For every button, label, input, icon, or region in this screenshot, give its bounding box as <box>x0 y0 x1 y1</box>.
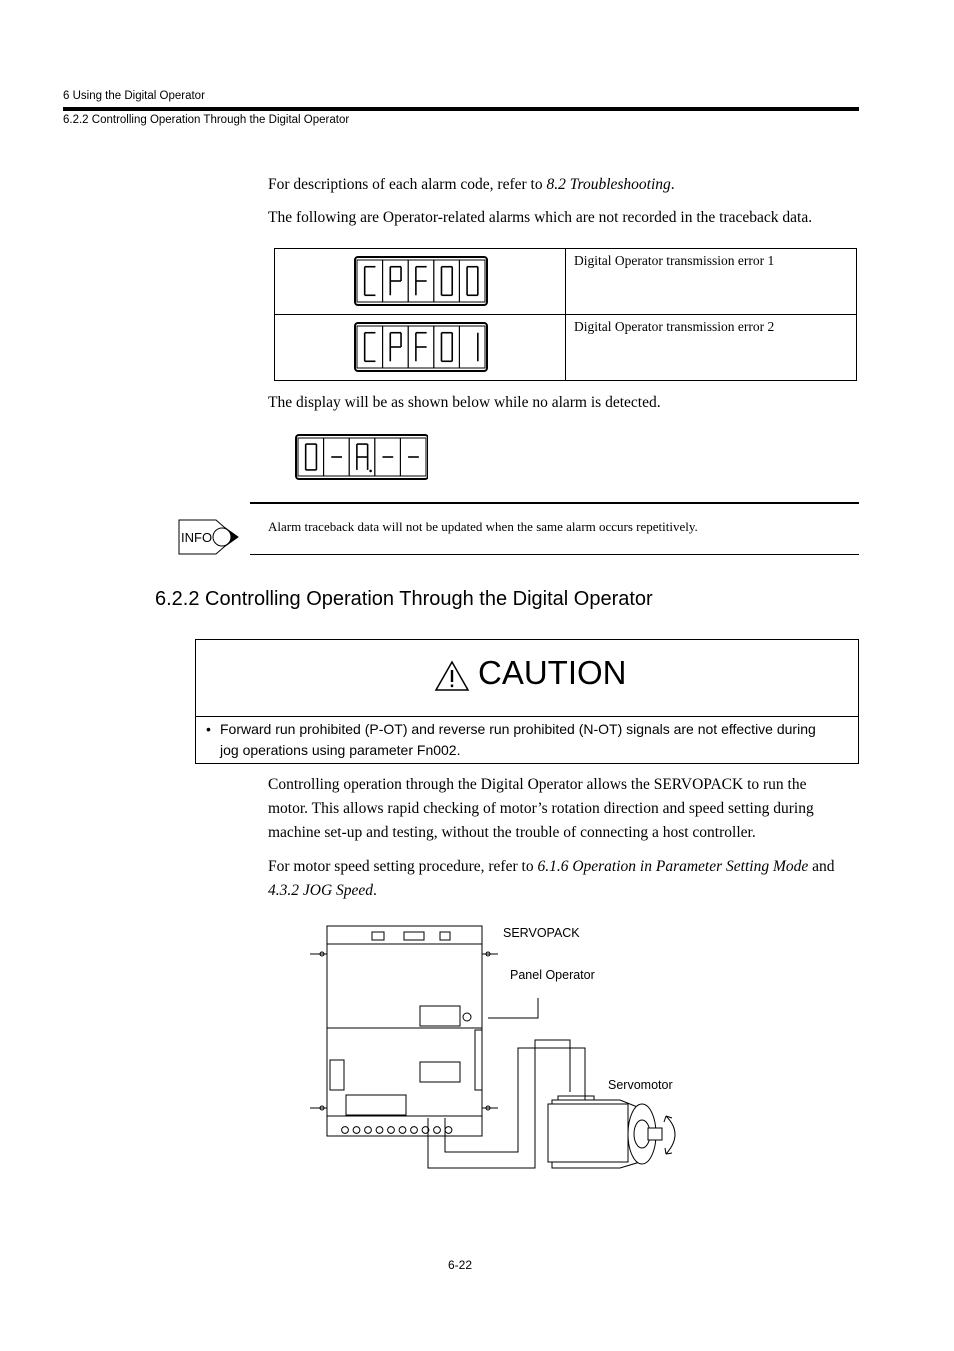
terminal-screw <box>376 1127 383 1134</box>
panel-operator-label: Panel Operator <box>510 968 595 982</box>
cpf00-display <box>355 257 487 305</box>
warning-triangle-icon <box>434 660 470 692</box>
parameter-mode-reference[interactable]: 6.1.6 Operation in Parameter Setting Mode <box>537 858 809 875</box>
info-bottom-rule <box>250 554 859 555</box>
terminal-screw <box>353 1127 360 1134</box>
caution-box <box>195 639 859 764</box>
caution-line-1: Forward run prohibited (P-OT) and reverse run prohibited (N-OT) signals are not effective during <box>220 721 816 737</box>
body-paragraph-2-line-2: 4.3.2 JOG Speed. <box>268 882 377 899</box>
caution-line-2: jog operations using parameter Fn002. <box>220 742 461 758</box>
caution-title: CAUTION <box>478 654 627 691</box>
table-row <box>275 249 857 315</box>
servomotor <box>548 1096 675 1168</box>
terminal-screw <box>411 1127 418 1134</box>
terminal-screw <box>365 1127 372 1134</box>
info-icon-label: INFO <box>181 530 213 545</box>
info-icon <box>176 518 242 556</box>
operator-alarm-table <box>274 248 857 381</box>
troubleshooting-reference[interactable]: 8.2 Troubleshooting <box>546 176 671 193</box>
decimal-point <box>369 470 372 473</box>
chapter-header: 6 Using the Digital Operator <box>63 90 205 102</box>
header-rule <box>63 107 859 111</box>
page-number: 6-22 <box>448 1258 473 1272</box>
cpf01-display <box>355 323 487 371</box>
terminal-screw <box>434 1127 441 1134</box>
caution-body <box>196 717 858 761</box>
servopack-figure <box>300 920 700 1180</box>
seven-segment-display <box>275 315 566 381</box>
no-alarm-display <box>294 434 428 480</box>
body-line-2: motor. This allows rapid checking of motor’s rotation direction and speed setting during <box>268 800 814 817</box>
alarm-display-cell <box>275 315 566 381</box>
caution-header <box>196 640 858 717</box>
section-title: 6.2.2 Controlling Operation Through the Digital Operator <box>155 588 653 610</box>
panel-operator <box>420 1006 460 1026</box>
body-line-1: Controlling operation through the Digital Operator allows the SERVOPACK to run the <box>268 776 807 793</box>
bullet: • <box>206 721 211 737</box>
alarm-display-cell <box>275 249 566 315</box>
servopack-label: SERVOPACK <box>503 926 580 940</box>
info-top-rule <box>250 502 859 504</box>
body-paragraph-2-line-1: For motor speed setting procedure, refer to 6.1.6 Operation in Parameter Setting Mode and <box>268 858 835 875</box>
info-text: Alarm traceback data will not be updated when the same alarm occurs repetitively. <box>268 519 698 534</box>
jog-speed-reference[interactable]: 4.3.2 JOG Speed <box>268 882 374 899</box>
terminal-screw <box>388 1127 395 1134</box>
seven-segment-display <box>275 249 566 315</box>
table-row <box>275 315 857 381</box>
intro-paragraph-1: For descriptions of each alarm code, refer to 8.2 Troubleshooting. <box>268 176 675 193</box>
alarm-description: Digital Operator transmission error 2 <box>566 315 857 381</box>
terminal-screw <box>445 1127 452 1134</box>
servomotor-label: Servomotor <box>608 1078 673 1092</box>
alarm-description: Digital Operator transmission error 1 <box>566 249 857 315</box>
no-alarm-text: The display will be as shown below while no alarm is detected. <box>268 394 661 411</box>
terminal-screw <box>399 1127 406 1134</box>
section-header: 6.2.2 Controlling Operation Through the Digital Operator <box>63 114 350 126</box>
servopack-body <box>327 926 482 1136</box>
terminal-screw <box>342 1127 349 1134</box>
intro-paragraph-2: The following are Operator-related alarms which are not recorded in the traceback data. <box>268 209 813 226</box>
body-line-3: machine set-up and testing, without the trouble of connecting a host controller. <box>268 824 756 841</box>
